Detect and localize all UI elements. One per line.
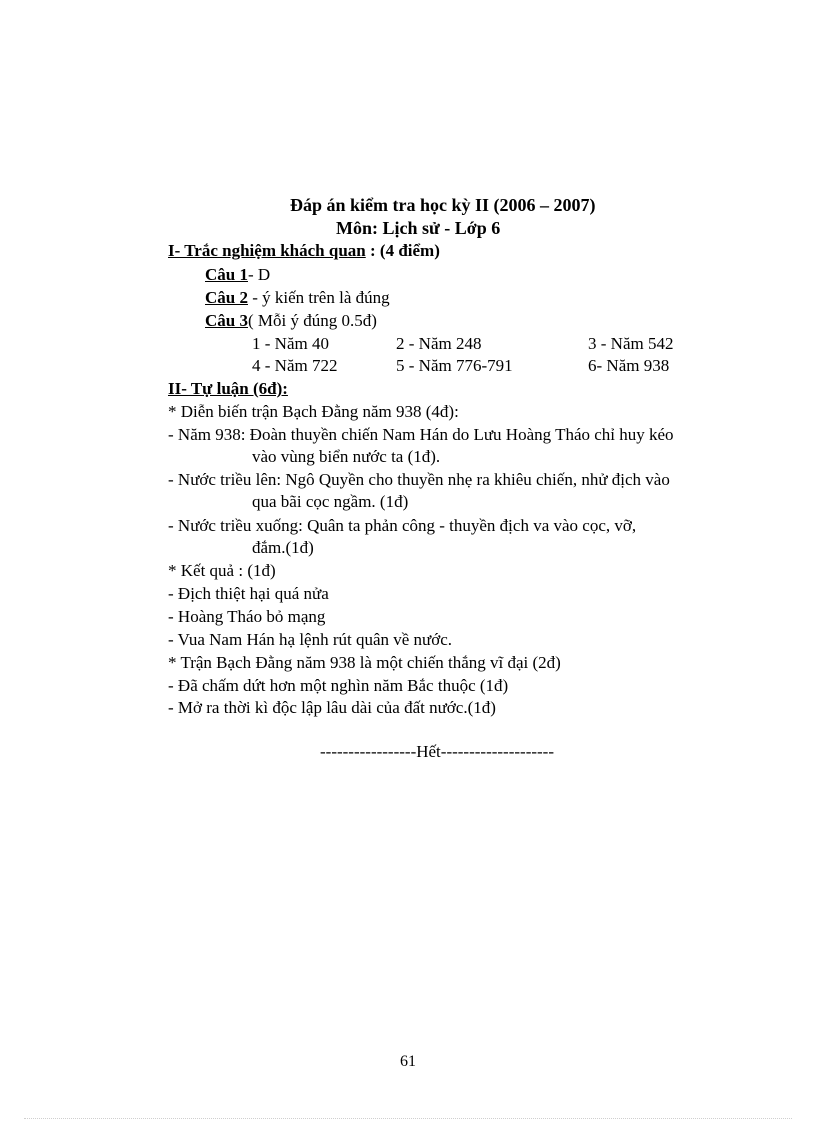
page-border [24,1118,792,1119]
question-3-label: Câu 3 [205,311,248,330]
essay-line: * Diễn biến trận Bạch Đằng năm 938 (4đ): [168,402,459,421]
section2-heading: II- Tự luận (6đ): [168,379,288,398]
essay-line: đắm.(1đ) [252,538,314,557]
essay-line: qua bãi cọc ngầm. (1đ) [252,492,409,511]
essay-line: - Hoàng Tháo bỏ mạng [168,607,326,626]
question-1 [205,264,270,286]
essay-line: - Nước triều xuống: Quân ta phản công - thuyền địch va vào cọc, vỡ, [168,516,637,535]
question-3-note: ( Mỗi ý đúng 0.5đ) [247,311,377,330]
essay-line: vào vùng biển nước ta (1đ). [252,447,441,466]
question-2 [205,287,390,309]
answer-item: 2 - Năm 248 [396,334,482,353]
question-1-answer: - D [247,265,271,284]
answer-item: 6- Năm 938 [588,356,670,375]
question-2-label: Câu 2 [205,288,248,307]
essay-line: - Đã chấm dứt hơn một nghìn năm Bắc thuộc (1đ) [168,676,509,695]
question-2-answer: - ý kiến trên là đúng [247,288,390,307]
essay-line: - Vua Nam Hán hạ lệnh rút quân về nước. [168,630,453,649]
document-title: Đáp án kiểm tra học kỳ II (2006 – 2007) [290,195,596,215]
essay-line: - Năm 938: Đoàn thuyền chiến Nam Hán do Lưu Hoàng Tháo chỉ huy kéo [168,425,674,444]
essay-line: - Địch thiệt hại quá nửa [168,584,329,603]
end-marker: -----------------Hết-------------------- [320,742,555,761]
essay-line: - Nước triều lên: Ngô Quyền cho thuyền nhẹ ra khiêu chiến, nhử địch vào [168,470,670,489]
answer-item: 1 - Năm 40 [252,334,329,353]
essay-line: * Kết quả : (1đ) [168,561,276,580]
question-1-label: Câu 1 [205,265,248,284]
section1-points: : (4 điểm) [365,241,440,260]
answer-item: 5 - Năm 776-791 [396,356,513,375]
answer-item: 4 - Năm 722 [252,356,338,375]
question-3 [205,310,377,332]
page-number: 61 [400,1053,416,1070]
essay-line: * Trận Bạch Đằng năm 938 là một chiến thắng vĩ đại (2đ) [168,653,561,672]
answer-item: 3 - Năm 542 [588,334,674,353]
document-subtitle: Môn: Lịch sử - Lớp 6 [336,218,501,238]
section1-heading-row [168,240,440,262]
essay-line: - Mở ra thời kì độc lập lâu dài của đất nước.(1đ) [168,698,496,717]
section1-heading: I- Trắc nghiệm khách quan [168,241,366,260]
